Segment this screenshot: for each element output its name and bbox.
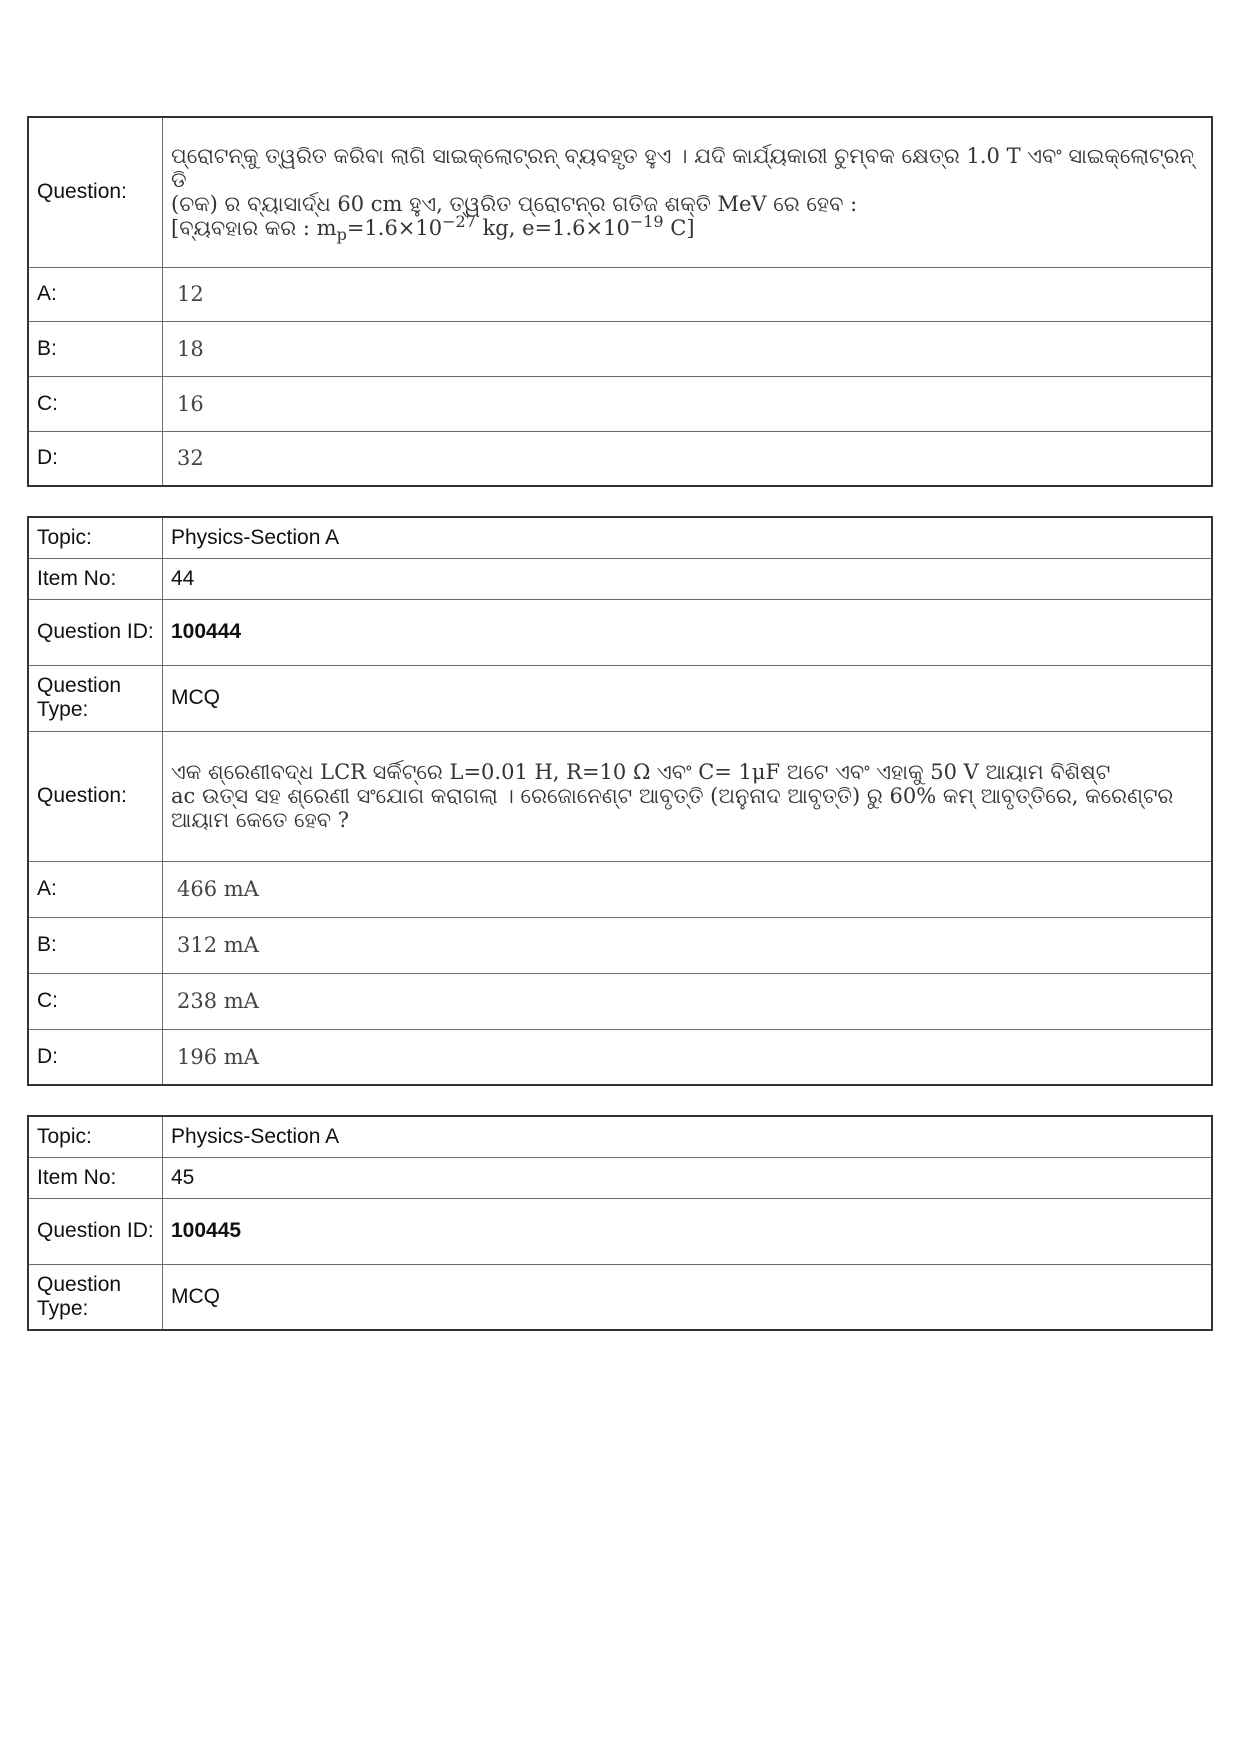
option-b-value: 18 <box>163 321 1213 376</box>
question-line: ପ୍ରୋଟନ୍‌କୁ ତ୍ୱରିତ କରିବା ଲାଗି ସାଇକ୍ଲୋଟ୍ରନ୍ ବ୍ୟବହୃତ ହୁଏ । ଯଦି କାର୍ଯ୍ୟକାରୀ ଚୁମ୍ବକ କ୍ଷେତ୍ର 1.0 T ଏବଂ ସାଇକ୍ଲୋଟ୍ରନ୍ ଡି <box>171 144 1194 193</box>
question-type-value: MCQ <box>163 665 1213 731</box>
topic-value: Physics-Section A <box>163 1116 1213 1157</box>
question-type-value: MCQ <box>163 1264 1213 1330</box>
option-d-label: D: <box>28 431 163 486</box>
option-d-label: D: <box>28 1029 163 1085</box>
question-id-label: Question ID: <box>28 1198 163 1264</box>
option-a-label: A: <box>28 861 163 917</box>
option-a-label: A: <box>28 267 163 321</box>
option-c-value: 16 <box>163 376 1213 431</box>
option-d-value: 196 mA <box>163 1029 1213 1085</box>
topic-label: Topic: <box>28 517 163 558</box>
item-no-value: 45 <box>163 1157 1213 1198</box>
option-c-label: C: <box>28 973 163 1029</box>
question-table-2 <box>27 516 1213 1086</box>
option-d-value: 32 <box>163 431 1213 486</box>
topic-value: Physics-Section A <box>163 517 1213 558</box>
question-id-value: 100445 <box>163 1198 1213 1264</box>
option-c-label: C: <box>28 376 163 431</box>
option-b-label: B: <box>28 321 163 376</box>
question-text <box>163 731 1213 861</box>
question-label: Question: <box>28 731 163 861</box>
item-no-value: 44 <box>163 558 1213 599</box>
question-line: ଆୟାମ କେତେ ହେବ ? <box>171 808 350 832</box>
item-no-label: Item No: <box>28 558 163 599</box>
question-type-label: Question Type: <box>28 1264 163 1330</box>
question-line: ଏକ ଶ୍ରେଣୀବଦ୍ଧ LCR ସର୍କିଟ୍‌ରେ L=0.01 H, R=10 Ω ଏବଂ C= 1μF ଅଟେ ଏବଂ ଏହାକୁ 50 V ଆୟାମ ବିଶିଷ୍ଟ <box>171 760 1111 784</box>
question-text <box>163 117 1213 267</box>
option-c-value: 238 mA <box>163 973 1213 1029</box>
question-table-3 <box>27 1115 1213 1331</box>
option-b-value: 312 mA <box>163 917 1213 973</box>
option-a-value: 12 <box>163 267 1213 321</box>
question-line: [ବ୍ୟବହାର କର : $m_p=1.6\times 10^{-27}$ kg, $e=1.6\times 10^{-19}$ C] <box>171 212 695 245</box>
topic-label: Topic: <box>28 1116 163 1157</box>
option-a-value: 466 mA <box>163 861 1213 917</box>
question-line: (ଚକ) ର ବ୍ୟାସାର୍ଦ୍ଧ 60 cm ହୁଏ, ତ୍ୱରିତ ପ୍ରୋଟନ୍‌ର ଗତିଜ ଶକ୍ତି MeV ରେ ହେବ : <box>171 192 858 217</box>
question-table-1 <box>27 116 1213 487</box>
question-type-label: Question Type: <box>28 665 163 731</box>
item-no-label: Item No: <box>28 1157 163 1198</box>
question-id-label: Question ID: <box>28 599 163 665</box>
option-b-label: B: <box>28 917 163 973</box>
question-label: Question: <box>28 117 163 267</box>
question-id-value: 100444 <box>163 599 1213 665</box>
question-line: ac ଉତ୍ସ ସହ ଶ୍ରେଣୀ ସଂଯୋଗ କରାଗଲା । ରେଜୋନେଣ୍ଟ ଆବୃତ୍ତି (ଅନୁନାଦ ଆବୃତ୍ତି) ରୁ 60% କମ୍ ଆବୃତ୍ତିରେ, କରେଣ୍ଟର <box>171 784 1174 808</box>
